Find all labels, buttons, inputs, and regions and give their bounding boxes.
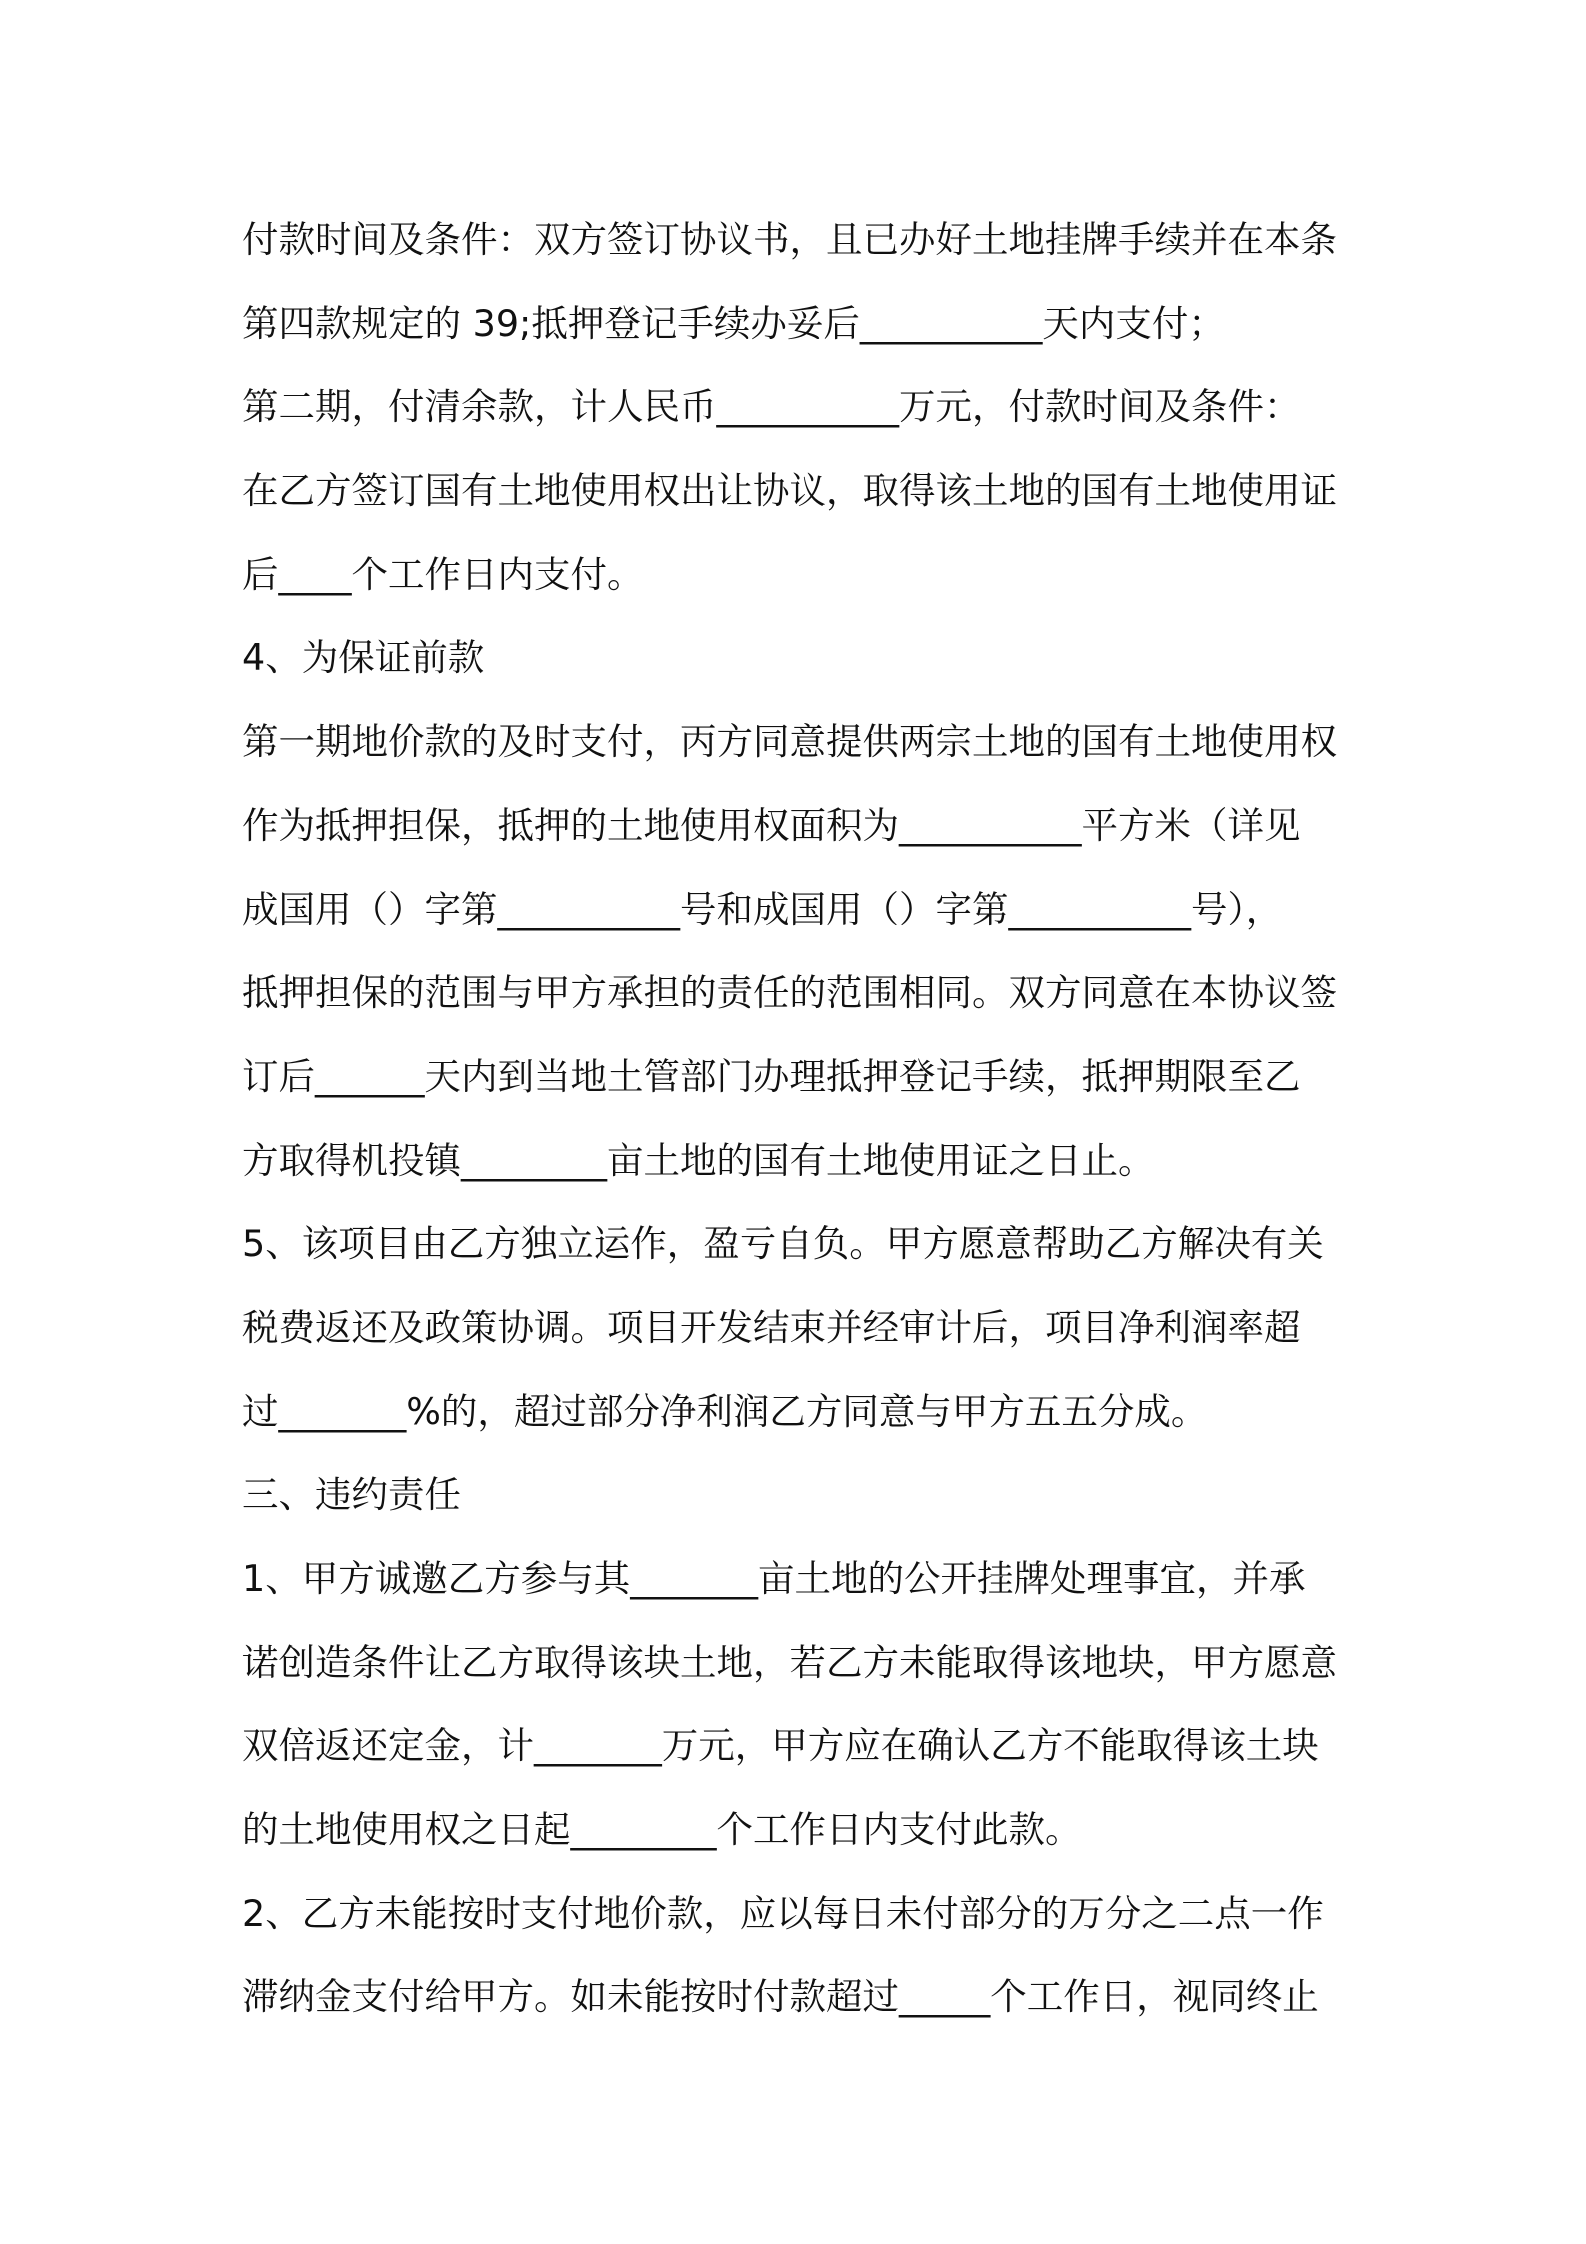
- document-body: [242, 198, 1362, 2039]
- text-line: 第二期，付清余款，计人民币__________万元，付款时间及条件：: [242, 385, 1301, 429]
- text-line: 诺创造条件让乙方取得该块土地，若乙方未能取得该地块，甲方愿意: [242, 1640, 1337, 1684]
- text-line: 付款时间及条件：双方签订协议书，且已办好土地挂牌手续并在本条: [242, 218, 1337, 261]
- text-line: 2、乙方未能按时支付地价款，应以每日未付部分的万分之二点一作: [242, 1891, 1324, 1935]
- text-line: 税费返还及政策协调。项目开发结束并经审计后，项目净利润率超: [242, 1305, 1301, 1349]
- text-line: 方取得机投镇________亩土地的国有土地使用证之日止。: [242, 1138, 1155, 1182]
- text-line: 1、甲方诚邀乙方参与其_______亩土地的公开挂牌处理事宜，并承: [242, 1557, 1306, 1600]
- text-line: 双倍返还定金，计_______万元，甲方应在确认乙方不能取得该土块: [242, 1724, 1319, 1768]
- text-line: 过_______%的，超过部分净利润乙方同意与甲方五五分成。: [242, 1389, 1208, 1433]
- text-line: 第一期地价款的及时支付，丙方同意提供两宗土地的国有土地使用权: [242, 720, 1337, 764]
- text-line: 的土地使用权之日起________个工作日内支付此款。: [242, 1808, 1082, 1852]
- text-line: 成国用（）字第__________号和成国用（）字第__________号），: [242, 887, 1283, 931]
- text-line: 5、该项目由乙方独立运作，盈亏自负。甲方愿意帮助乙方解决有关: [242, 1222, 1324, 1266]
- text-line: 抵押担保的范围与甲方承担的责任的范围相同。双方同意在本协议签: [242, 971, 1337, 1015]
- section-heading: 三、违约责任: [242, 1473, 461, 1517]
- text-line: 后____个工作日内支付。: [242, 552, 644, 596]
- text-line: 作为抵押担保，抵押的土地使用权面积为__________平方米（详见: [242, 803, 1301, 847]
- text-line: 订后______天内到当地土管部门办理抵押登记手续，抵押期限至乙: [242, 1054, 1301, 1098]
- text-line: 滞纳金支付给甲方。如未能按时付款超过_____个工作日，视同终止: [242, 1975, 1319, 2019]
- text-line: 第四款规定的 39;抵押登记手续办妥后__________天内支付；: [242, 301, 1225, 345]
- text-line: 在乙方签订国有土地使用权出让协议，取得该土地的国有土地使用证: [242, 469, 1337, 513]
- section-heading: 4、为保证前款: [242, 636, 485, 680]
